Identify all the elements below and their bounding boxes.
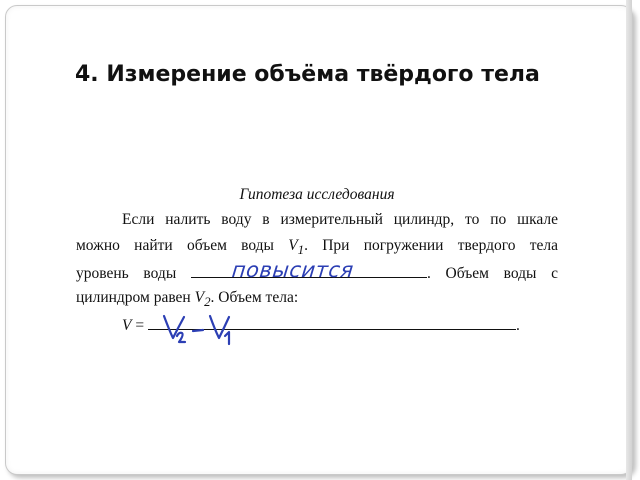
line2-post: . При погружении твердого тела [304, 237, 558, 254]
text-line-4 [76, 289, 558, 315]
equals-sign: = [131, 317, 148, 334]
minus-sign [193, 330, 203, 331]
subscript-2 [177, 333, 185, 342]
subscript-1 [225, 332, 229, 344]
v1-symbol: $V_1$ [288, 237, 305, 258]
handwritten-answer-word: повысится [230, 258, 355, 282]
v-symbol: V [122, 317, 132, 334]
v2-symbol: $V_2$ [194, 289, 211, 310]
line5-end: . [515, 317, 520, 334]
line4-pre: цилиндром равен [76, 289, 191, 306]
slide-title: 4. Измерение объёма твёрдого тела [75, 62, 540, 87]
text-line-1 [76, 211, 558, 237]
line2-pre: можно найти объем воды [76, 237, 274, 254]
line4-post: . Объем тела: [210, 289, 299, 306]
text-line-5 [76, 315, 558, 341]
line3-pre: уровень воды [76, 265, 177, 282]
v2-letter [164, 316, 184, 338]
line1-text: Если налить воду в измерительный цилиндр, то по шкале [122, 211, 558, 228]
handwritten-formula [162, 312, 242, 348]
line3-post: . Объем воды с [426, 265, 559, 282]
hypothesis-heading: Гипотеза исследования [239, 186, 395, 203]
slide-edge [626, 0, 632, 480]
